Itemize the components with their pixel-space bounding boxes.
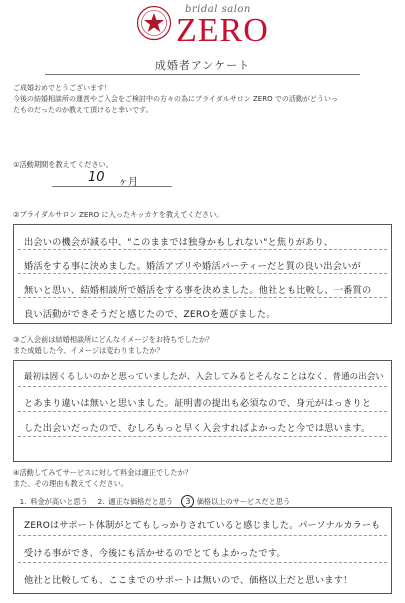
question-4-line: また、その理由も教えてください。	[13, 479, 129, 488]
intro-text	[13, 83, 398, 116]
answer-4-line: ZEROはサポート体制がとてもしっかりされていると感じました。パーソナルカラーも	[24, 521, 381, 531]
ruled-line	[18, 297, 387, 298]
question-4-line: ④活動してみてサービスに対して料金は適正でしたか？	[13, 468, 192, 477]
answer-box-2	[13, 224, 392, 324]
answer-3-line: 最初は固くるしいのかと思っていましたが、入会してみるとそんなことはなく、普通の出会い	[24, 371, 384, 381]
answer-3-line: とあまり違いは無いと思いました。証明書の提出も必須なので、身元がはっきりと	[24, 398, 372, 409]
page-title: 成婚者アンケート	[154, 59, 251, 72]
question-4-label	[13, 467, 192, 489]
brand-seal-logo	[136, 5, 172, 41]
question-3-line: ③ご入会前は結婚相談所にどんなイメージをお持ちでしたか？	[13, 335, 214, 344]
ruled-line	[18, 249, 387, 250]
ruled-line	[18, 535, 387, 536]
ruled-line	[18, 386, 387, 387]
answer-3-line: した出会いだったので、むしろもっと早く入会すればよかったと今では思います。	[24, 423, 371, 434]
ruled-line	[18, 562, 387, 563]
intro-line: 今後の結婚相談所の運営やご入会をご検討中の方々の為にブライダルサロン ZERO での活動がどういっ	[13, 95, 338, 103]
option-text: 価格以上のサービスだと思う	[196, 497, 291, 506]
title-divider	[45, 74, 360, 75]
period-value: 10	[88, 170, 105, 185]
option-2[interactable]	[96, 497, 173, 507]
answer-4-line: 受ける事ができ、今後にも活かせるのでとてもよかったです。	[24, 548, 286, 559]
option-number-circled: 3	[181, 495, 194, 508]
answer-box-4	[13, 507, 392, 594]
option-text: 適正な価格だと思う	[108, 497, 174, 506]
question-2-label: ②ブライダルサロン ZERO に入ったキッカケを教えてください。	[13, 210, 224, 219]
brand-logo-text: ZERO	[176, 12, 269, 49]
intro-line: たものだったのか教えて頂けると幸いです。	[13, 106, 153, 114]
option-number: 2.	[97, 497, 105, 506]
answer-2-line: 良い活動ができそうだと感じたので、ZEROを選びました。	[24, 309, 276, 320]
answer-2-line: 無いと思い、結婚相談所で婚活をする事を決めました。他社とも比較し、一番質の	[24, 285, 372, 296]
brand-subtitle: bridal salon	[185, 4, 251, 15]
intro-line: ご成婚おめでとうございます！	[13, 84, 111, 92]
ruled-line	[18, 273, 387, 274]
question-1-label: ①活動期間を教えてください。	[13, 160, 113, 169]
ruled-line	[18, 436, 387, 437]
answer-box-3	[13, 360, 392, 462]
answer-2-line: 出会いの機会が減る中、"このままでは独身かもしれない"と焦りがあり、	[24, 237, 334, 248]
answer-2-line: 婚活をする事に決めました。婚活アプリや婚活パーティーだと質の良い出会いが	[24, 261, 361, 272]
question-3-label	[13, 334, 213, 356]
option-number: 1.	[19, 497, 27, 506]
period-answer-line	[52, 186, 172, 187]
question-3-line: また成婚した今、イメージは変わりましたか？	[13, 346, 164, 355]
option-1[interactable]	[18, 497, 88, 507]
period-unit: ヶ月	[118, 177, 138, 188]
ruled-line	[18, 411, 387, 412]
option-text: 料金が高いと思う	[30, 497, 88, 506]
answer-4-line: 他社と比較しても、ここまでのサポートは無いので、価格以上だと思います！	[24, 575, 353, 586]
